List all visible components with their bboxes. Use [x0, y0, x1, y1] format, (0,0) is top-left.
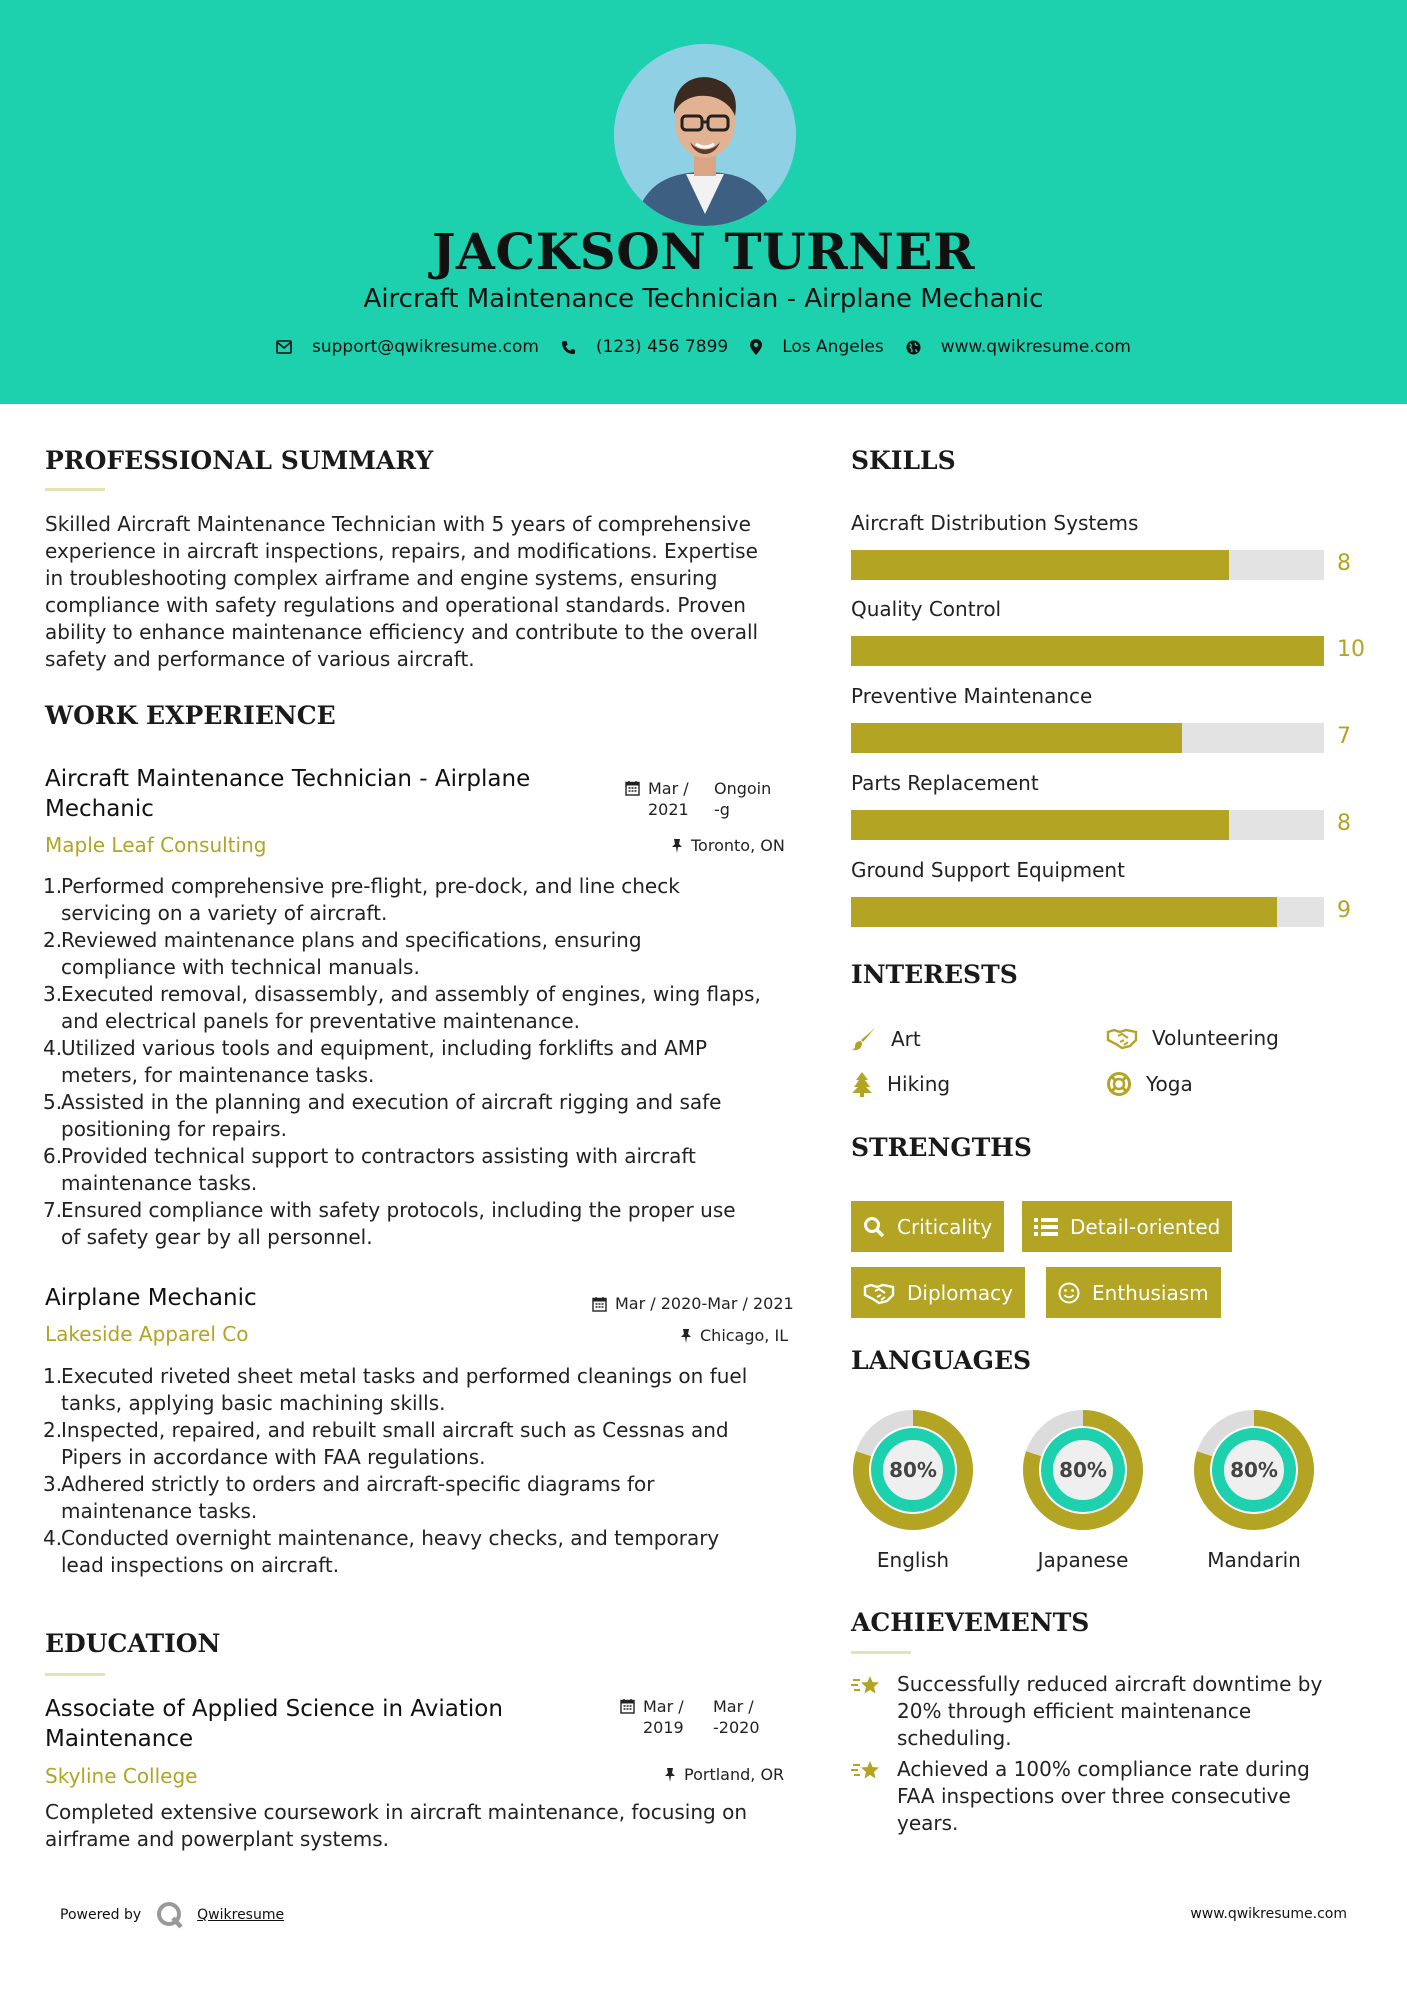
- education-line: Completed extensive coursework in aircraft maintenance, focusing on: [45, 1800, 747, 1824]
- summary-line: experience in aircraft inspections, repairs, and modifications. Expertise: [45, 539, 758, 563]
- job-location-2: [680, 1326, 788, 1345]
- interests-heading: INTERESTS: [851, 960, 1018, 989]
- company-1: Maple Leaf Consulting: [45, 833, 267, 857]
- skill-label: Parts Replacement: [851, 771, 1039, 795]
- skill-bar-fill: [851, 550, 1229, 580]
- date-start: [648, 778, 714, 820]
- skill-bar-fill: [851, 897, 1277, 927]
- list-item: 1. Executed riveted sheet metal tasks and performed cleanings on fuel tanks, applying basic machining skills.: [43, 1364, 748, 1415]
- date-end: [713, 1696, 760, 1738]
- achievement-line: years.: [897, 1811, 959, 1835]
- list-item: 5. Assisted in the planning and execution of aircraft rigging and safe positioning for repairs.: [43, 1090, 722, 1141]
- contact-phone[interactable]: [561, 337, 728, 357]
- experience-heading: WORK EXPERIENCE: [45, 701, 336, 730]
- job-dates-2: [592, 1294, 794, 1313]
- pushpin-icon: [664, 1767, 676, 1783]
- envelope-icon: [276, 340, 292, 354]
- interest-yoga: [1106, 1071, 1193, 1097]
- skill-bar-fill: [851, 723, 1182, 753]
- language-item: [1192, 1408, 1316, 1572]
- skill-value: 7: [1337, 724, 1351, 749]
- location-text: Toronto, ON: [691, 836, 785, 855]
- skill-bar-track: [851, 723, 1324, 753]
- interest-volunteering: [1106, 1026, 1279, 1050]
- strength-label: Enthusiasm: [1092, 1280, 1209, 1305]
- language-item: [1021, 1408, 1145, 1572]
- handshake-icon: [863, 1281, 895, 1305]
- language-ring: [851, 1408, 975, 1532]
- list-item: 2. Inspected, repaired, and rebuilt small aircraft such as Cessnas and Pipers in accordance with FAA regulations.: [43, 1418, 729, 1469]
- date-line: 2019: [643, 1718, 684, 1737]
- language-name: Mandarin: [1207, 1548, 1301, 1572]
- strength-detail-oriented: [1022, 1201, 1232, 1252]
- skill-value: 10: [1337, 637, 1365, 662]
- contact-email[interactable]: [276, 337, 539, 357]
- contact-location: [750, 337, 884, 357]
- strength-criticality: [851, 1201, 1004, 1252]
- job-title-2: Airplane Mechanic: [45, 1285, 257, 1311]
- skill-bar-fill: [851, 636, 1324, 666]
- language-percent: 80%: [1059, 1458, 1107, 1482]
- skill-label: Ground Support Equipment: [851, 858, 1125, 882]
- interest-hiking: [851, 1071, 950, 1097]
- calendar-icon: [620, 1698, 635, 1714]
- handshake-icon: [1106, 1026, 1138, 1050]
- date-line: -g: [714, 800, 730, 819]
- education-heading: EDUCATION: [45, 1629, 221, 1658]
- date-line: Ongoin: [714, 779, 772, 798]
- person-avatar-icon: [614, 44, 796, 226]
- strength-enthusiasm: [1046, 1267, 1221, 1318]
- date-line: Mar /: [643, 1697, 684, 1716]
- date-line: Mar /: [648, 779, 689, 798]
- candidate-name: JACKSON TURNER: [431, 222, 976, 281]
- pushpin-icon: [680, 1328, 692, 1344]
- phone-icon: [561, 340, 576, 355]
- star-trophy-icon: [851, 1756, 883, 1784]
- date-line: 2021: [648, 800, 689, 819]
- achievement-line: scheduling.: [897, 1726, 1012, 1750]
- calendar-icon: [625, 780, 640, 796]
- calendar-icon: [592, 1296, 607, 1312]
- summary-underline: [45, 488, 105, 491]
- interest-label: Volunteering: [1152, 1026, 1279, 1050]
- achievement-line: Successfully reduced aircraft downtime by: [897, 1672, 1323, 1696]
- skill-label: Quality Control: [851, 597, 1002, 621]
- list-item: 7. Ensured compliance with safety protocols, including the proper use of safety gear by all personnel.: [43, 1198, 736, 1249]
- header-banner: [0, 0, 1407, 404]
- education-dates: [620, 1696, 760, 1738]
- date-end: [714, 778, 771, 820]
- profile-photo: [614, 44, 796, 226]
- footer-website[interactable]: www.qwikresume.com: [1190, 1906, 1347, 1922]
- education-location: [664, 1765, 784, 1784]
- language-percent: 80%: [889, 1458, 937, 1482]
- strength-label: Diplomacy: [907, 1280, 1014, 1305]
- list-item: 2. Reviewed maintenance plans and specifications, ensuring compliance with technical manuals.: [43, 928, 642, 979]
- map-pin-icon: [750, 339, 762, 355]
- summary-line: Skilled Aircraft Maintenance Technician with 5 years of comprehensive: [45, 512, 751, 536]
- skill-bar-track: [851, 897, 1324, 927]
- language-ring: [1192, 1408, 1316, 1532]
- tree-icon: [851, 1071, 873, 1097]
- lifebuoy-icon: [1106, 1071, 1132, 1097]
- degree-line: Maintenance: [45, 1726, 194, 1752]
- job-bullets-2: [43, 1363, 793, 1579]
- achievement-1: [851, 1671, 1322, 1752]
- summary-text: [45, 511, 758, 673]
- date-start: [643, 1696, 713, 1738]
- interest-art: [851, 1026, 921, 1052]
- website-text: www.qwikresume.com: [940, 337, 1131, 357]
- strength-diplomacy: [851, 1267, 1025, 1318]
- globe-icon: [906, 340, 921, 355]
- location-text: Los Angeles: [782, 337, 884, 357]
- language-name: Japanese: [1037, 1548, 1129, 1572]
- degree-line: Associate of Applied Science in Aviation: [45, 1696, 503, 1722]
- company-2: Lakeside Apparel Co: [45, 1322, 249, 1346]
- summary-line: ability to enhance maintenance efficiency and contribute to the overall: [45, 620, 759, 644]
- job-title-line: Mechanic: [45, 796, 154, 822]
- skill-value: 8: [1337, 551, 1351, 576]
- list-item: 3. Executed removal, disassembly, and assembly of engines, wing flaps, and electrical panels for preventative maintenance.: [43, 982, 761, 1033]
- skill-bar-track: [851, 636, 1324, 666]
- summary-line: safety and performance of various aircraft.: [45, 647, 475, 671]
- paintbrush-icon: [851, 1026, 877, 1052]
- degree-title: [45, 1694, 503, 1754]
- language-item: [851, 1408, 975, 1572]
- job-title-line: Aircraft Maintenance Technician - Airplane: [45, 766, 531, 792]
- list-item: 4. Utilized various tools and equipment, including forklifts and AMP meters, for maintenance tasks.: [43, 1036, 708, 1087]
- qwikresume-logo-icon: [155, 1900, 185, 1930]
- search-icon: [863, 1216, 885, 1238]
- summary-line: compliance with safety regulations and operational standards. Proven: [45, 593, 746, 617]
- location-text: Portland, OR: [684, 1765, 785, 1784]
- strength-label: Criticality: [897, 1214, 993, 1239]
- language-percent: 80%: [1230, 1458, 1278, 1482]
- achievement-line: Achieved a 100% compliance rate during: [897, 1757, 1310, 1781]
- star-trophy-icon: [851, 1671, 883, 1699]
- achievements-underline: [851, 1651, 911, 1654]
- candidate-title: Aircraft Maintenance Technician - Airplane Mechanic: [363, 284, 1044, 314]
- strength-label: Detail-oriented: [1070, 1214, 1221, 1239]
- list-item: 6. Provided technical support to contractors assisting with aircraft maintenance tasks.: [43, 1144, 696, 1195]
- skill-value: 8: [1337, 811, 1351, 836]
- skill-bar-track: [851, 810, 1324, 840]
- education-description: [45, 1799, 747, 1853]
- achievement-line: FAA inspections over three consecutive: [897, 1784, 1291, 1808]
- language-name: English: [876, 1548, 950, 1572]
- summary-line: in troubleshooting complex airframe and engine systems, ensuring: [45, 566, 718, 590]
- date-line: Mar /: [713, 1697, 754, 1716]
- list-item: 3. Adhered strictly to orders and aircraft-specific diagrams for maintenance tasks.: [43, 1472, 655, 1523]
- contact-row: [0, 337, 1407, 357]
- language-ring: [1021, 1408, 1145, 1532]
- skill-value: 9: [1337, 898, 1351, 923]
- skill-label: Aircraft Distribution Systems: [851, 511, 1139, 535]
- smile-icon: [1058, 1282, 1080, 1304]
- list-item: 4. Conducted overnight maintenance, heavy checks, and temporary lead inspections on aircraft.: [43, 1526, 720, 1577]
- achievement-2: [851, 1756, 1310, 1837]
- job-title-1: [45, 764, 530, 824]
- date-line: -2020: [713, 1718, 760, 1737]
- interest-label: Yoga: [1146, 1072, 1193, 1096]
- date-text: Mar / 2020-Mar / 2021: [615, 1294, 794, 1313]
- email-text: support@qwikresume.com: [312, 337, 539, 357]
- strengths-heading: STRENGTHS: [851, 1133, 1032, 1162]
- school-name: Skyline College: [45, 1764, 198, 1788]
- achievement-line: 20% through efficient maintenance: [897, 1699, 1252, 1723]
- education-line: airframe and powerplant systems.: [45, 1827, 389, 1851]
- skill-bar-track: [851, 550, 1324, 580]
- job-location-1: [671, 836, 785, 855]
- interest-label: Hiking: [887, 1072, 951, 1096]
- skill-bar-fill: [851, 810, 1229, 840]
- job-bullets-1: [43, 873, 793, 1251]
- pushpin-icon: [671, 838, 683, 854]
- skills-heading: SKILLS: [851, 446, 956, 475]
- footer-powered-by: [60, 1900, 284, 1930]
- interest-label: Art: [891, 1027, 921, 1051]
- contact-website[interactable]: [906, 337, 1131, 357]
- education-underline: [45, 1673, 105, 1676]
- location-text: Chicago, IL: [700, 1326, 789, 1345]
- skill-label: Preventive Maintenance: [851, 684, 1093, 708]
- job-dates-1: [625, 778, 771, 820]
- powered-by-text: Powered by: [60, 1907, 142, 1923]
- summary-heading: PROFESSIONAL SUMMARY: [45, 446, 434, 475]
- list-item: 1. Performed comprehensive pre-flight, pre-dock, and line check servicing on a variety of aircraft.: [43, 874, 680, 925]
- list-icon: [1034, 1217, 1058, 1237]
- brand-link[interactable]: Qwikresume: [197, 1907, 285, 1923]
- languages-heading: LANGUAGES: [851, 1346, 1032, 1375]
- phone-text: (123) 456 7899: [595, 337, 729, 357]
- achievements-heading: ACHIEVEMENTS: [851, 1608, 1090, 1637]
